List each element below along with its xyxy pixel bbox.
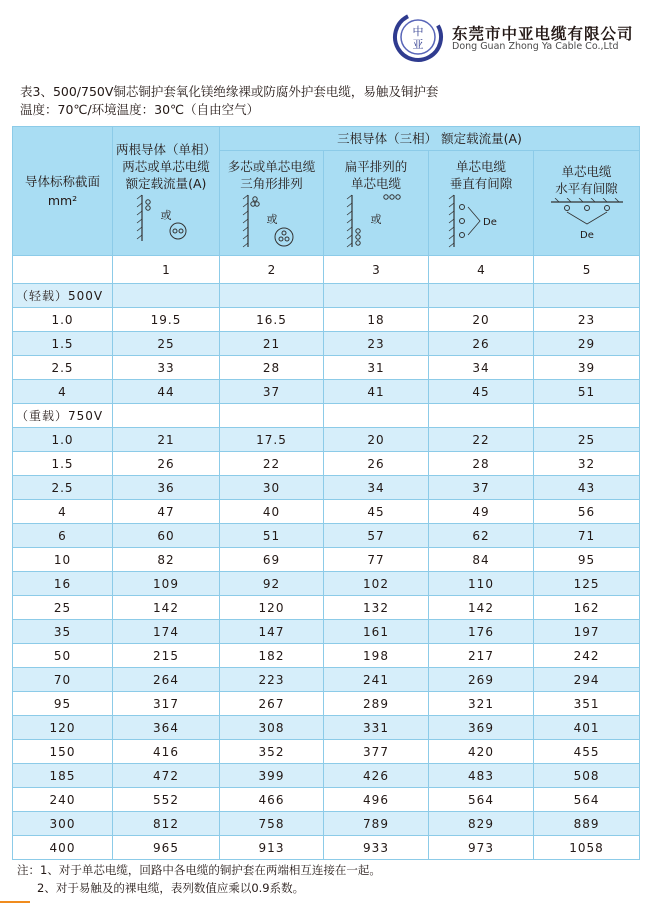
current-value-cell: 40 [220,500,324,524]
current-value-cell: 889 [534,812,640,836]
vertical-spaced-icon [446,193,516,249]
current-value-cell: 92 [220,572,324,596]
current-value-cell: 198 [324,644,429,668]
current-value-cell: 351 [534,692,640,716]
header-col2-line1: 多芯或单芯电缆 [227,159,316,175]
current-value-cell: 29 [534,332,640,356]
current-value-cell: 162 [534,596,640,620]
current-rating-table [12,126,639,860]
cross-section-cell: 4 [13,380,113,404]
current-value-cell: 552 [113,788,220,812]
table-row [13,740,640,764]
section-label: （轻载）500V [13,284,113,308]
cross-section-cell: 300 [13,812,113,836]
current-value-cell: 496 [324,788,429,812]
cross-section-cell: 1.5 [13,452,113,476]
column-number: 2 [220,256,324,284]
current-value-cell: 22 [220,452,324,476]
header-conductor-label: 导体标称截面 [24,174,100,189]
current-value-cell: 455 [534,740,640,764]
current-value-cell: 913 [220,836,324,860]
cross-section-cell: 1.0 [13,428,113,452]
current-value-cell: 564 [534,788,640,812]
current-value-cell: 84 [429,548,534,572]
page-accent-bar [0,901,30,903]
table-row [13,788,640,812]
current-value-cell: 39 [534,356,640,380]
current-value-cell: 352 [220,740,324,764]
empty-cell [534,404,640,428]
table-row [13,476,640,500]
empty-cell [429,284,534,308]
current-value-cell: 32 [534,452,640,476]
current-value-cell: 369 [429,716,534,740]
current-value-cell: 331 [324,716,429,740]
current-value-cell: 31 [324,356,429,380]
header-col5-line1: 单芯电缆 [561,164,612,180]
two-core-diagram-icon [136,193,196,243]
current-value-cell: 377 [324,740,429,764]
current-value-cell: 125 [534,572,640,596]
column-number: 4 [429,256,534,284]
current-value-cell: 161 [324,620,429,644]
current-value-cell: 51 [220,524,324,548]
current-value-cell: 20 [429,308,534,332]
header-col4-line1: 单芯电缆 [455,159,506,175]
current-value-cell: 829 [429,812,534,836]
triangle-layout-icon [242,193,302,249]
empty-cell [534,284,640,308]
current-value-cell: 1058 [534,836,640,860]
cross-section-cell: 1.5 [13,332,113,356]
current-value-cell: 142 [113,596,220,620]
header-unit: mm² [47,193,78,208]
current-value-cell: 23 [324,332,429,356]
company-name-cn: 东莞市中亚电缆有限公司 [452,25,634,43]
note-1: 注：1、对于单芯电缆，回路中各电缆的铜护套在两端相互连接在一起。 [17,863,381,877]
empty-cell [220,404,324,428]
current-value-cell: 22 [429,428,534,452]
current-value-cell: 399 [220,764,324,788]
current-value-cell: 420 [429,740,534,764]
current-value-cell: 23 [534,308,640,332]
svg-text:中: 中 [412,25,424,38]
current-value-cell: 174 [113,620,220,644]
table-row [13,764,640,788]
header-col2-line2: 三角形排列 [240,176,303,192]
cross-section-cell: 120 [13,716,113,740]
header-col3-line1: 扁平排列的 [344,159,408,175]
cross-section-cell: 400 [13,836,113,860]
current-value-cell: 289 [324,692,429,716]
cross-section-cell: 25 [13,596,113,620]
table-row [13,500,640,524]
table-row [13,716,640,740]
or-label: 或 [160,208,172,222]
section-header-row [13,404,640,428]
current-value-cell: 21 [113,428,220,452]
cross-section-cell: 2.5 [13,476,113,500]
empty-cell [324,404,429,428]
current-value-cell: 472 [113,764,220,788]
current-value-cell: 57 [324,524,429,548]
header-col5-line2: 水平有间隙 [555,181,618,197]
header-col1-line3: 额定载流量(A) [125,175,207,191]
column-number: 5 [534,256,640,284]
current-value-cell: 176 [429,620,534,644]
current-value-cell: 321 [429,692,534,716]
current-value-cell: 973 [429,836,534,860]
cross-section-cell: 70 [13,668,113,692]
table-row [13,332,640,356]
current-value-cell: 28 [429,452,534,476]
current-value-cell: 308 [220,716,324,740]
current-value-cell: 44 [113,380,220,404]
current-value-cell: 564 [429,788,534,812]
section-header-row [13,284,640,308]
table-row [13,308,640,332]
header-three-conductor-group: 三根导体（三相） 额定载流量(A) [220,127,640,151]
current-value-cell: 317 [113,692,220,716]
current-value-cell: 102 [324,572,429,596]
current-value-cell: 812 [113,812,220,836]
current-value-cell: 49 [429,500,534,524]
header-triangle [220,151,324,256]
company-logo [392,11,444,63]
current-value-cell: 758 [220,812,324,836]
horizontal-spaced-icon [547,198,627,244]
table-row [13,452,640,476]
table-row [13,572,640,596]
cross-section-cell: 1.0 [13,308,113,332]
table-subtitle: 温度：70℃/环境温度：30℃（自由空气） [20,102,260,117]
column-number-row [13,256,640,284]
current-value-cell: 269 [429,668,534,692]
table-row [13,596,640,620]
header-two-conductor [113,127,220,256]
table-row [13,548,640,572]
header-vertical-spaced [429,151,534,256]
current-value-cell: 364 [113,716,220,740]
current-value-cell: 147 [220,620,324,644]
or-label: 或 [266,213,277,227]
current-value-cell: 182 [220,644,324,668]
current-value-cell: 34 [429,356,534,380]
table-row [13,428,640,452]
current-value-cell: 142 [429,596,534,620]
current-value-cell: 223 [220,668,324,692]
current-value-cell: 217 [429,644,534,668]
current-value-cell: 241 [324,668,429,692]
current-value-cell: 43 [534,476,640,500]
empty-cell [429,404,534,428]
current-value-cell: 47 [113,500,220,524]
current-value-cell: 197 [534,620,640,644]
current-value-cell: 62 [429,524,534,548]
section-label: （重载）750V [13,404,113,428]
column-number: 1 [113,256,220,284]
table-row [13,812,640,836]
cross-section-cell: 35 [13,620,113,644]
svg-text:亚: 亚 [412,38,424,51]
current-value-cell: 294 [534,668,640,692]
header-col3-line2: 单芯电缆 [350,176,401,192]
current-value-cell: 215 [113,644,220,668]
current-value-cell: 37 [429,476,534,500]
current-value-cell: 264 [113,668,220,692]
empty-cell [220,284,324,308]
or-label: 或 [370,213,382,227]
table-title: 表3、500/750V铜芯铜护套氧化镁绝缘裸或防腐外护套电缆，易触及铜护套 [20,84,439,99]
current-value-cell: 82 [113,548,220,572]
current-value-cell: 109 [113,572,220,596]
current-value-cell: 33 [113,356,220,380]
current-value-cell: 25 [534,428,640,452]
flat-layout-icon [346,193,406,249]
current-value-cell: 18 [324,308,429,332]
current-value-cell: 965 [113,836,220,860]
de-label: De [579,230,594,242]
current-value-cell: 933 [324,836,429,860]
current-value-cell: 51 [534,380,640,404]
table-row [13,668,640,692]
current-value-cell: 26 [429,332,534,356]
current-value-cell: 45 [324,500,429,524]
current-value-cell: 41 [324,380,429,404]
table-row [13,836,640,860]
cross-section-cell: 50 [13,644,113,668]
table-row [13,524,640,548]
table-row [13,620,640,644]
cross-section-cell: 2.5 [13,356,113,380]
current-value-cell: 16.5 [220,308,324,332]
current-value-cell: 26 [324,452,429,476]
current-value-cell: 69 [220,548,324,572]
current-value-cell: 56 [534,500,640,524]
current-value-cell: 267 [220,692,324,716]
current-value-cell: 483 [429,764,534,788]
column-number: 3 [324,256,429,284]
de-label: De [483,217,497,229]
current-value-cell: 20 [324,428,429,452]
current-value-cell: 45 [429,380,534,404]
cross-section-cell: 6 [13,524,113,548]
current-value-cell: 132 [324,596,429,620]
current-value-cell: 25 [113,332,220,356]
table-row [13,380,640,404]
current-value-cell: 110 [429,572,534,596]
current-value-cell: 36 [113,476,220,500]
current-value-cell: 466 [220,788,324,812]
table-row [13,356,640,380]
cross-section-cell: 150 [13,740,113,764]
current-value-cell: 19.5 [113,308,220,332]
current-value-cell: 95 [534,548,640,572]
cross-section-cell: 10 [13,548,113,572]
current-value-cell: 120 [220,596,324,620]
header-col4-line2: 垂直有间隙 [449,176,513,192]
footnotes [17,861,381,897]
current-value-cell: 26 [113,452,220,476]
header-conductor-size [13,127,113,256]
note-2: 2、对于易触及的裸电缆，表列数值应乘以0.9系数。 [37,881,305,895]
cross-section-cell: 4 [13,500,113,524]
empty-cell [113,404,220,428]
header-horizontal-spaced [534,151,640,256]
current-value-cell: 37 [220,380,324,404]
cross-section-cell: 240 [13,788,113,812]
current-value-cell: 789 [324,812,429,836]
current-value-cell: 17.5 [220,428,324,452]
table-row [13,692,640,716]
current-value-cell: 426 [324,764,429,788]
current-value-cell: 28 [220,356,324,380]
header-flat [324,151,429,256]
cross-section-cell: 95 [13,692,113,716]
current-value-cell: 71 [534,524,640,548]
header-col1-line1: 两根导体（单相） [115,141,216,157]
current-value-cell: 30 [220,476,324,500]
current-value-cell: 242 [534,644,640,668]
current-value-cell: 77 [324,548,429,572]
number-cell-blank [13,256,113,284]
current-value-cell: 508 [534,764,640,788]
header-col1-line2: 两芯或单芯电缆 [122,158,210,174]
company-name-en: Dong Guan Zhong Ya Cable Co.,Ltd [452,41,619,52]
cross-section-cell: 16 [13,572,113,596]
current-value-cell: 21 [220,332,324,356]
cross-section-cell: 185 [13,764,113,788]
table-row [13,644,640,668]
empty-cell [113,284,220,308]
current-value-cell: 34 [324,476,429,500]
current-value-cell: 401 [534,716,640,740]
current-value-cell: 60 [113,524,220,548]
empty-cell [324,284,429,308]
current-value-cell: 416 [113,740,220,764]
